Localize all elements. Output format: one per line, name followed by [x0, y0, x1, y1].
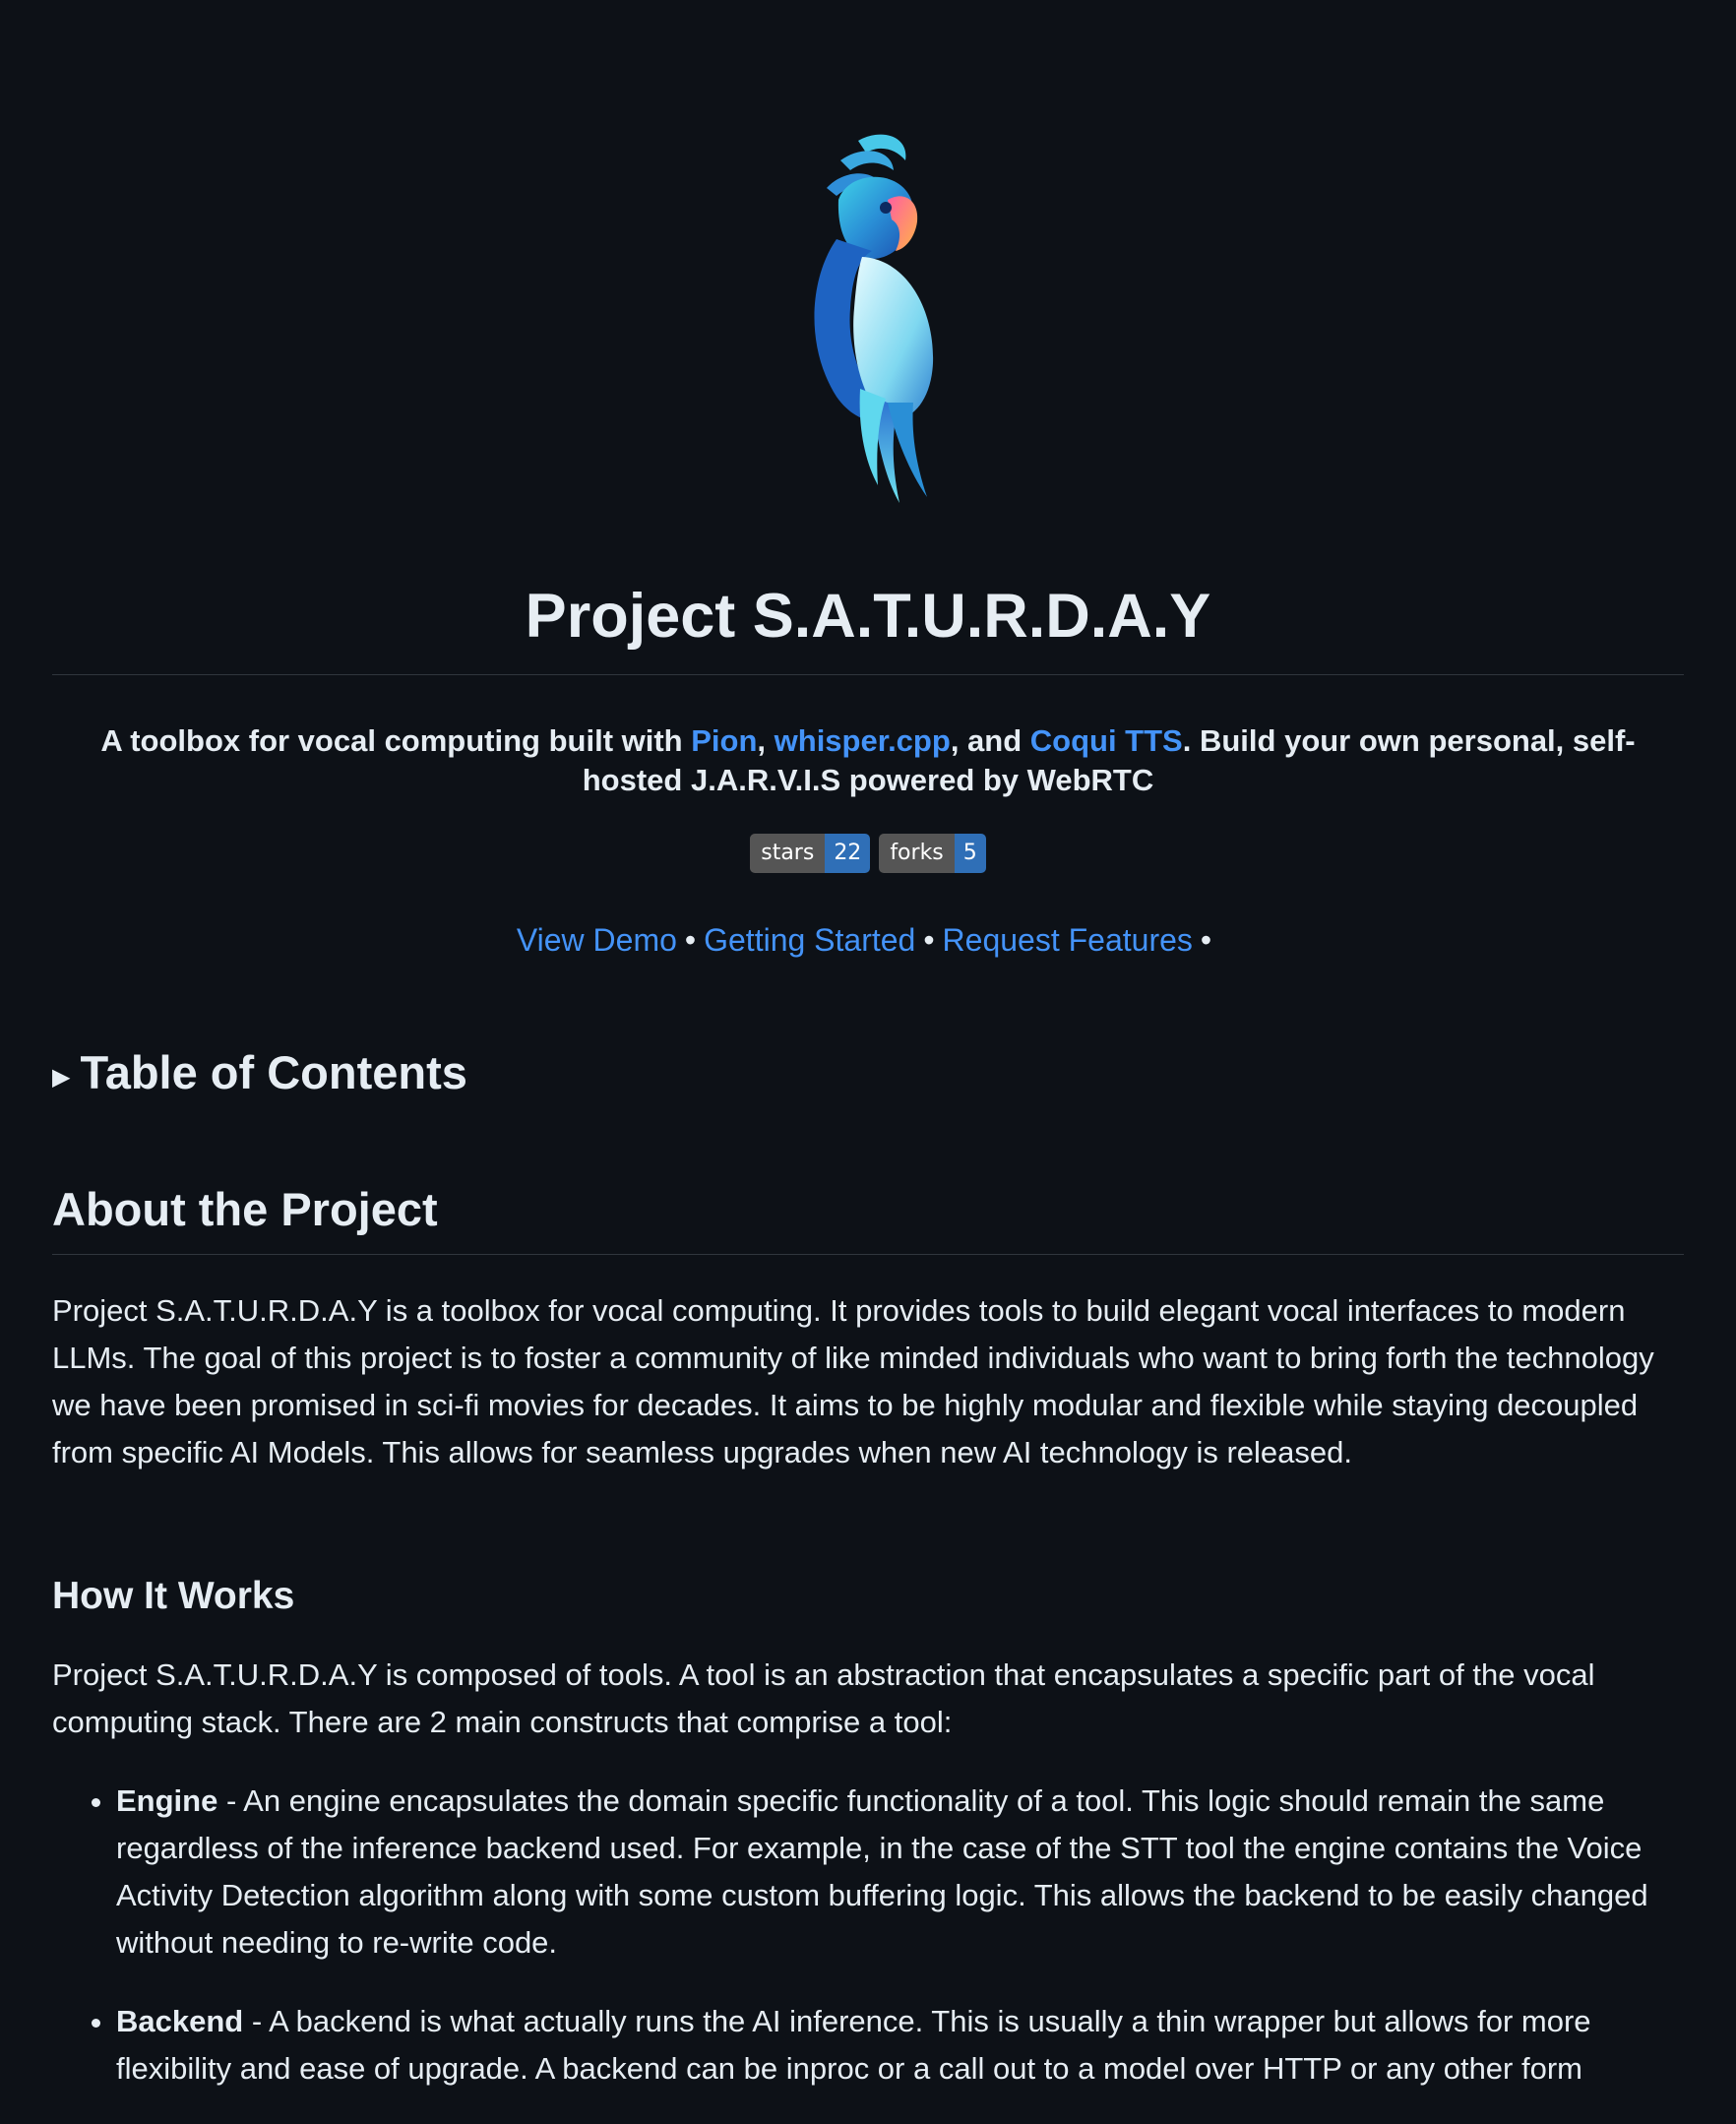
- tagline-separator-1: ,: [757, 723, 775, 758]
- table-of-contents-toggle[interactable]: [52, 1045, 467, 1100]
- repo-badges: [0, 834, 1736, 873]
- project-tagline: [52, 721, 1684, 800]
- link-separator: •: [1200, 922, 1212, 958]
- forks-badge-count: 5: [955, 834, 986, 873]
- stars-badge[interactable]: [750, 834, 870, 873]
- stars-badge-label: stars: [750, 834, 825, 873]
- link-separator: •: [684, 922, 697, 958]
- engine-term: Engine: [116, 1783, 218, 1818]
- about-paragraph: Project S.A.T.U.R.D.A.Y is a toolbox for vocal computing. It provides tools to build elegant vocal interfaces to modern LLMs. The goal of this project is to foster a community of like minded individuals who want to bring forth the technology we have been promised in sci-fi movies for decades. It aims to be highly modular and flexible while staying decoupled from specific AI Models. This allows for seamless upgrades when new AI technology is released.: [52, 1293, 1654, 1469]
- tagline-suffix: . Build your own personal, self-hosted J.A.R.V.I.S powered by WebRTC: [582, 723, 1636, 797]
- disclosure-triangle-icon: ▶: [52, 1063, 71, 1091]
- tagline-separator-2: , and: [950, 723, 1030, 758]
- list-item: [116, 1778, 1684, 1967]
- toc-heading: Table of Contents: [80, 1046, 467, 1098]
- backend-term: Backend: [116, 2004, 244, 2038]
- whisper-cpp-link[interactable]: whisper.cpp: [774, 723, 951, 758]
- quick-links: [0, 920, 1736, 960]
- pion-link[interactable]: Pion: [691, 723, 758, 758]
- how-it-works-heading: How It Works: [52, 1575, 295, 1617]
- stars-badge-count: 22: [825, 834, 870, 873]
- list-item: [116, 1998, 1684, 2093]
- tool-constructs-list: [52, 1778, 1684, 2124]
- getting-started-link[interactable]: Getting Started: [704, 922, 916, 958]
- link-separator: •: [923, 922, 935, 958]
- about-heading: About the Project: [52, 1183, 438, 1235]
- page-title: Project S.A.T.U.R.D.A.Y: [525, 582, 1211, 651]
- request-features-link[interactable]: Request Features: [942, 922, 1193, 958]
- coqui-tts-link[interactable]: Coqui TTS: [1029, 723, 1183, 758]
- tagline-prefix: A toolbox for vocal computing built with: [100, 723, 692, 758]
- title-divider: [52, 674, 1684, 675]
- parrot-logo-icon: [789, 131, 947, 505]
- about-divider: [52, 1254, 1684, 1255]
- forks-badge[interactable]: [879, 834, 985, 873]
- view-demo-link[interactable]: View Demo: [516, 922, 677, 958]
- forks-badge-label: forks: [879, 834, 954, 873]
- how-it-works-paragraph: Project S.A.T.U.R.D.A.Y is composed of tools. A tool is an abstraction that encapsulates a specific part of the vocal computing stack. There are 2 main constructs that comprise a tool:: [52, 1657, 1595, 1739]
- backend-description: - A backend is what actually runs the AI inference. This is usually a thin wrapper but allows for more flexibility and ease of upgrade. A backend can be inproc or a call out to a model over HTTP or any other form: [116, 2004, 1591, 2086]
- logo-container: [52, 0, 1684, 505]
- engine-description: - An engine encapsulates the domain specific functionality of a tool. This logic should remain the same regardless of the inference backend used. For example, in the case of the STT tool the engine contains the Voice Activity Detection algorithm along with some custom buffering logic. This allows the backend to be easily changed without needing to re-write code.: [116, 1783, 1648, 1960]
